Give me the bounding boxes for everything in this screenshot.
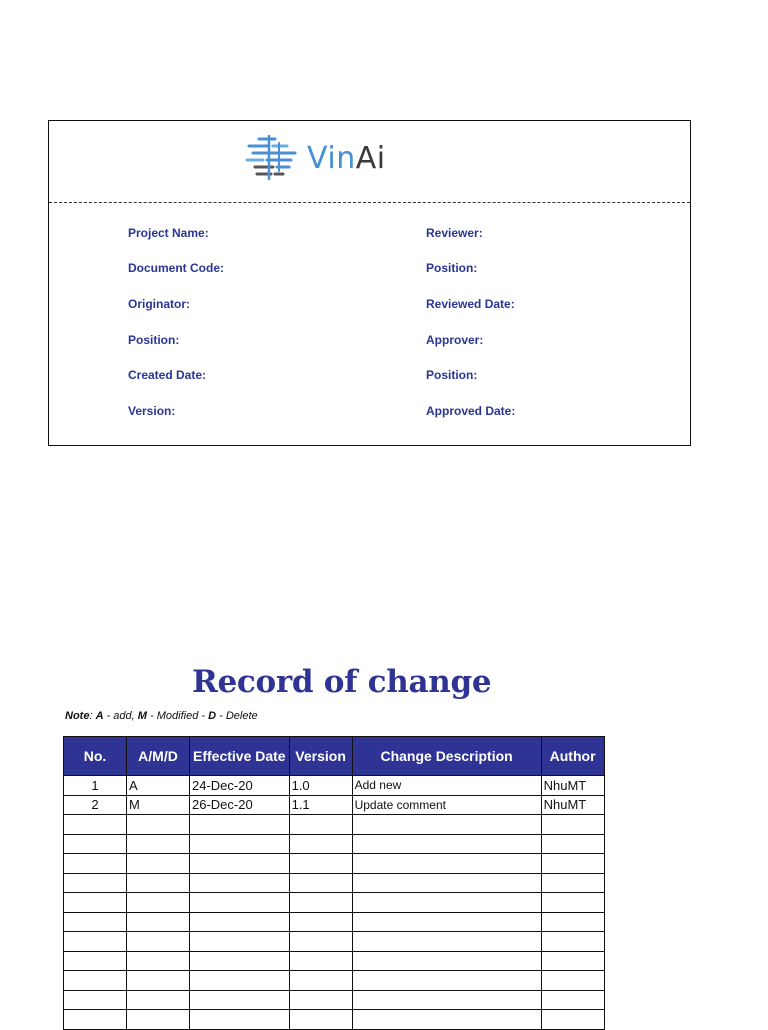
vinai-logo-icon <box>245 133 303 185</box>
cell-effective-date[interactable]: 24-Dec-20 <box>190 776 290 796</box>
cell-change-description[interactable]: Update comment <box>352 795 541 815</box>
cell-no[interactable]: 2 <box>64 795 127 815</box>
table-header-row <box>64 737 605 776</box>
cell-author[interactable] <box>541 854 604 874</box>
cell-effective-date[interactable] <box>190 873 290 893</box>
vinai-logo <box>245 133 386 185</box>
table-row <box>64 854 605 874</box>
note-m-key: M <box>137 710 147 722</box>
cell-effective-date[interactable] <box>190 971 290 991</box>
field-document-code: Document Code: <box>128 261 224 275</box>
logo-wordmark <box>307 141 386 176</box>
cell-author[interactable] <box>541 893 604 913</box>
table-row <box>64 795 605 815</box>
document-cover-box <box>48 120 691 446</box>
cell-effective-date[interactable] <box>190 893 290 913</box>
field-created-date: Created Date: <box>128 368 207 382</box>
cell-amd[interactable] <box>127 971 190 991</box>
field-reviewer: Reviewer: <box>426 226 483 240</box>
table-row <box>64 951 605 971</box>
cell-amd[interactable] <box>127 834 190 854</box>
field-originator-position: Position: <box>128 333 180 347</box>
record-of-change-title: Record of change <box>192 664 492 700</box>
column-header-effective-date: Effective Date <box>190 737 290 776</box>
note-m-text: - Modified - <box>146 710 209 722</box>
table-row <box>64 1010 605 1030</box>
note-label: Note <box>65 710 90 722</box>
cell-version[interactable] <box>289 873 352 893</box>
cell-amd[interactable] <box>127 912 190 932</box>
cell-version[interactable] <box>289 834 352 854</box>
logo-wordmark-ai: Ai <box>355 141 386 176</box>
cell-no[interactable] <box>64 951 127 971</box>
cell-effective-date[interactable] <box>190 815 290 835</box>
cell-version[interactable] <box>289 971 352 991</box>
cell-amd[interactable]: M <box>127 795 190 815</box>
cell-amd[interactable] <box>127 932 190 952</box>
cell-effective-date[interactable]: 26-Dec-20 <box>190 795 290 815</box>
cell-no[interactable] <box>64 971 127 991</box>
cell-version[interactable]: 1.0 <box>289 776 352 796</box>
column-header-version: Version <box>289 737 352 776</box>
table-row <box>64 932 605 952</box>
cell-author[interactable] <box>541 971 604 991</box>
cell-no[interactable] <box>64 815 127 835</box>
cell-change-description[interactable] <box>352 854 541 874</box>
cell-amd[interactable] <box>127 815 190 835</box>
cell-author[interactable] <box>541 912 604 932</box>
cell-change-description[interactable] <box>352 834 541 854</box>
note-a-key: A <box>95 710 104 722</box>
field-reviewed-date: Reviewed Date: <box>426 297 515 311</box>
field-version: Version: <box>128 404 176 418</box>
cell-change-description[interactable] <box>352 1010 541 1030</box>
cell-amd[interactable] <box>127 854 190 874</box>
cell-effective-date[interactable] <box>190 932 290 952</box>
table-row <box>64 990 605 1010</box>
cell-change-description[interactable] <box>352 951 541 971</box>
field-approver-position: Position: <box>426 368 478 382</box>
cell-amd[interactable] <box>127 951 190 971</box>
cell-author[interactable] <box>541 1010 604 1030</box>
table-row <box>64 971 605 991</box>
note-sep: : <box>89 710 96 722</box>
cell-version[interactable] <box>289 893 352 913</box>
cell-version[interactable] <box>289 990 352 1010</box>
cell-amd[interactable]: A <box>127 776 190 796</box>
cell-version[interactable] <box>289 854 352 874</box>
table-row <box>64 834 605 854</box>
cell-version[interactable] <box>289 951 352 971</box>
record-of-change-table <box>63 736 605 1030</box>
cell-author[interactable] <box>541 873 604 893</box>
table-row <box>64 912 605 932</box>
column-header-no: No. <box>64 737 127 776</box>
cell-amd[interactable] <box>127 893 190 913</box>
field-approver: Approver: <box>426 333 484 347</box>
cell-author[interactable] <box>541 815 604 835</box>
cell-effective-date[interactable] <box>190 912 290 932</box>
table-row <box>64 815 605 835</box>
cell-no[interactable] <box>64 834 127 854</box>
cell-change-description[interactable]: Add new <box>352 776 541 796</box>
cell-effective-date[interactable] <box>190 854 290 874</box>
column-header-author: Author <box>541 737 604 776</box>
field-reviewer-position: Position: <box>426 261 478 275</box>
cell-version[interactable] <box>289 912 352 932</box>
cell-change-description[interactable] <box>352 893 541 913</box>
field-originator: Originator: <box>128 297 190 311</box>
table-row <box>64 893 605 913</box>
cell-author[interactable] <box>541 951 604 971</box>
note-d-key: D <box>208 710 217 722</box>
cell-author[interactable]: NhuMT <box>541 795 604 815</box>
cell-version[interactable] <box>289 1010 352 1030</box>
logo-wordmark-vin: Vin <box>307 141 356 176</box>
cell-effective-date[interactable] <box>190 834 290 854</box>
cell-change-description[interactable] <box>352 971 541 991</box>
cell-no[interactable] <box>64 873 127 893</box>
cell-no[interactable] <box>64 854 127 874</box>
cell-change-description[interactable] <box>352 990 541 1010</box>
column-header-amd: A/M/D <box>127 737 190 776</box>
cell-no[interactable] <box>64 932 127 952</box>
cell-version[interactable] <box>289 932 352 952</box>
column-header-change-description: Change Description <box>352 737 541 776</box>
field-project-name: Project Name: <box>128 226 209 240</box>
cell-effective-date[interactable] <box>190 1010 290 1030</box>
cell-amd[interactable] <box>127 1010 190 1030</box>
cell-author[interactable]: NhuMT <box>541 776 604 796</box>
cell-version[interactable] <box>289 815 352 835</box>
table-row <box>64 776 605 796</box>
cell-change-description[interactable] <box>352 873 541 893</box>
cell-no[interactable]: 1 <box>64 776 127 796</box>
cell-version[interactable]: 1.1 <box>289 795 352 815</box>
cell-no[interactable] <box>64 893 127 913</box>
cell-effective-date[interactable] <box>190 990 290 1010</box>
cell-change-description[interactable] <box>352 912 541 932</box>
cell-no[interactable] <box>64 912 127 932</box>
cell-amd[interactable] <box>127 990 190 1010</box>
note-a-text: - add, <box>103 710 138 722</box>
cell-author[interactable] <box>541 932 604 952</box>
cell-no[interactable] <box>64 990 127 1010</box>
table-body <box>64 776 605 1030</box>
cell-change-description[interactable] <box>352 815 541 835</box>
field-approved-date: Approved Date: <box>426 404 516 418</box>
note-d-text: - Delete <box>216 710 258 722</box>
cell-no[interactable] <box>64 1010 127 1030</box>
logo-header <box>49 121 690 203</box>
cell-author[interactable] <box>541 834 604 854</box>
cell-amd[interactable] <box>127 873 190 893</box>
record-note <box>65 710 258 722</box>
cell-effective-date[interactable] <box>190 951 290 971</box>
table-row <box>64 873 605 893</box>
cell-author[interactable] <box>541 990 604 1010</box>
cell-change-description[interactable] <box>352 932 541 952</box>
